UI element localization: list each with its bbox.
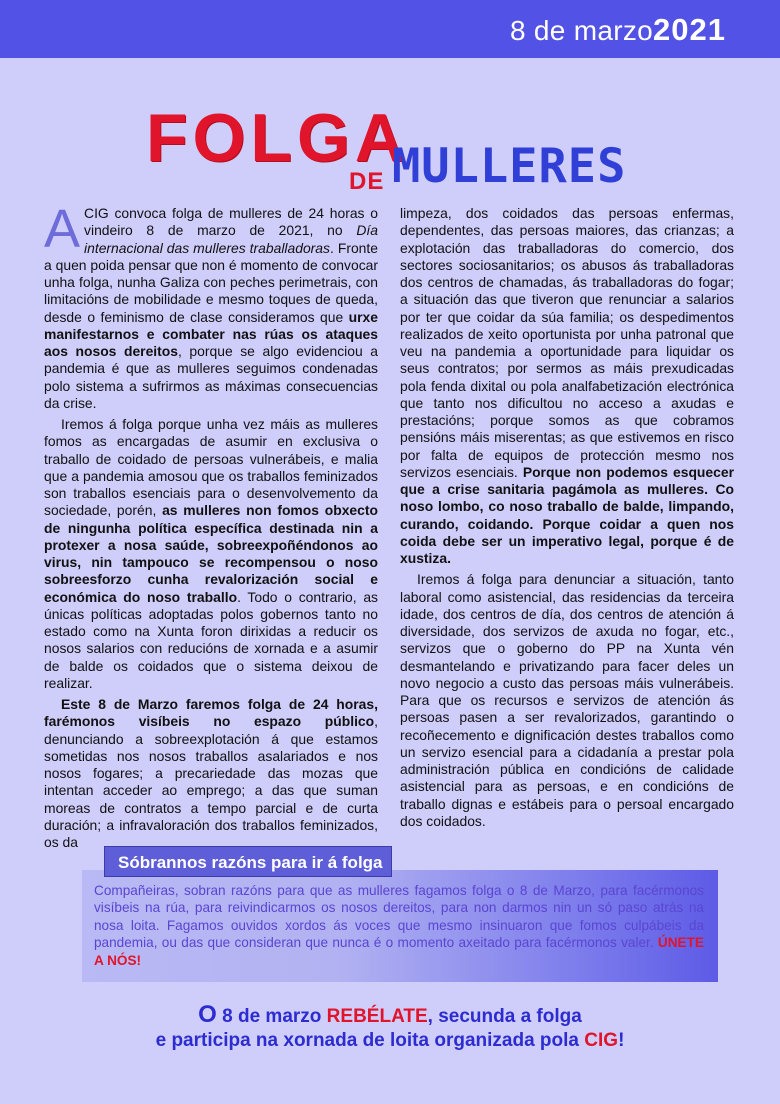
text-run: , secunda a folga bbox=[427, 1006, 582, 1027]
title-mulleres: MULLERES bbox=[392, 139, 627, 194]
text-run: . Fronte a quen poida pensar que non é momento de convocar unha folga, nunha Galiza con peches perimetrais, con limitacións de mobilidade e mesmo toques de queda, desde o feminismo de clase consideramos que bbox=[44, 239, 378, 325]
text-run: . Todo o contrario, as únicas políticas adoptadas polos gobernos tanto no estado como na Xunta foron dirixidas a reducir os nosos salarios con reducións de xornada e a asumir de balde os coidados que o sistema deixou de realizar. bbox=[44, 588, 379, 691]
footer-slogan bbox=[0, 1003, 780, 1053]
paragraph bbox=[44, 416, 378, 692]
cig-word: CIG bbox=[584, 1030, 619, 1051]
title-folga: FOLGA bbox=[146, 100, 409, 176]
paragraph bbox=[44, 696, 378, 851]
text-run: Iremos á folga para denunciar a situación, tanto laboral como asistencial, das residencias da terceira idade, dos centros de día, dos centros de atención á diversidade, dos servizos de axuda no fogar, etc., servizos que o goberno do PP na Xunta vén desmantelando e privatizando para facer deles un novo negocio a custo das persoas máis vulnerábeis. Para que os recursos e servizos de atención ás persoas pasen a ser revalorizados, garantindo o recoñecemento e dignificación destes traballos como un servizo esencial para a cidadanía a prestar pola administración pública en condicións de calidade asistencial para as persoas, e en condicións de traballo dignas e estábeis para o persoal encargado dos coidados. bbox=[400, 571, 734, 829]
text-run: , porque se algo evidenciou a pandemia é que as mulleres seguimos condenadas polo sistema a sufrirmos as máximas consecuencias da crise. bbox=[44, 343, 378, 411]
header-year: 2021 bbox=[653, 12, 726, 47]
box-title: Sóbrannos razóns para ir á folga bbox=[104, 846, 392, 877]
text-run: limpeza, dos coidados das persoas enfermas, dependentes, das persoas maiores, das crianzas; a explotación das traballadoras do comercio, dos sectores sociosanitarios; os abusos ás traballadoras dos centros de chamadas, ás traballadoras do fogar; a situación das que tiveron que renunciar a salarios por ter que coidar da súa familia; os despedimentos realizados de xeito oportunista por unha patronal que veu na pandemia a oportunidade para liquidar os seus contratos; por sermos as máis prexudicadas pola fenda dixital ou pola analfabetización electrónica que tanto nos dificultou no acceso a axudas e prestacións; porque somos as que cobramos pensións máis miserentas; as que estivemos en risco por falta de equipos de protección mesmo nos servizos esenciais. bbox=[400, 205, 734, 480]
box-shout: ÚNETE A NÓS! bbox=[94, 935, 704, 968]
text-run: 8 de marzo bbox=[216, 1006, 327, 1027]
text-run-bold: urxe manifestarnos e combater nas rúas os ataques aos nosos dereitos bbox=[44, 308, 378, 359]
text-run: Iremos á folga porque unha vez máis as mulleres fomos as encargadas de asumir en exclusiva o traballo de coidado de persoas vulnerábeis, e malia que a pandemia amosou que os traballos feminizados son traballos esenciais para o desenvolvemento da sociedade, porén, bbox=[44, 416, 378, 519]
text-run-bold: Este 8 de Marzo faremos folga de 24 horas, farémonos visíbeis no espazo público bbox=[44, 696, 378, 730]
title-de: DE bbox=[349, 168, 385, 195]
text-run-bold: Porque non podemos esquecer que a crise sanitaria pagámola as mulleres. Co noso lombo, co noso traballo de balde, limpando, curando, coidando. Porque coidar a quen nos coida debe ser un imperativo legal, porque é de xustiza. bbox=[400, 463, 734, 566]
footer-big-o: O bbox=[198, 1001, 217, 1028]
footer-line-2 bbox=[0, 1029, 780, 1053]
text-run: e participa na xornada de loita organizada pola bbox=[155, 1030, 585, 1051]
drop-cap: A bbox=[44, 199, 81, 259]
paragraph bbox=[44, 199, 378, 412]
text-run: ! bbox=[618, 1030, 625, 1051]
footer-line-1 bbox=[0, 1003, 780, 1029]
article-right-column bbox=[400, 205, 734, 830]
rebelate-word: REBÉLATE bbox=[326, 1006, 428, 1027]
article-left-column bbox=[44, 199, 379, 851]
box-text: Compañeiras, sobran razóns para que as mulleres fagamos folga o 8 de Marzo, para facérmonos visíbeis na rúa, para reivindicarmos os nosos dereitos, para non darmos nin un só paso atrás na nosa loita. Fagamos ouvidos xordos ás voces que mesmo insinuaron que fomos culpábeis da pandemia, ou das que consideran que nunca é o momento axeitado para facérmonos valer. bbox=[94, 883, 704, 951]
text-run-bold: as mulleres non fomos obxecto de ningunha política específica destinada nin a protexer a nosa saúde, sobreexpoñéndonos ao virus, nin tampouco se recompensou o noso sobreesforzo cunha revalorización social e económica do noso traballo bbox=[44, 502, 378, 605]
reasons-box bbox=[82, 870, 718, 982]
text-run: , denunciando a sobreexplotación á que estamos sometidas nos nosos traballos asalariados e nos nosos fogares; a precariedade das mozas que intentan acceder ao emprego; a das que suman moreas de contratos a tempo parcial e de curta duración; a infravaloración dos traballos feminizados, os da bbox=[44, 713, 378, 850]
text-run: CIG convoca folga de mulleres de 24 horas o vindeiro 8 de marzo de 2021, no bbox=[84, 205, 378, 239]
header-date: 8 de marzo bbox=[509, 15, 654, 46]
text-run-italic: Día internacional das mulleres traballadoras bbox=[84, 222, 378, 256]
header-bar bbox=[0, 0, 780, 58]
paragraph bbox=[400, 205, 734, 567]
paragraph bbox=[400, 571, 734, 830]
